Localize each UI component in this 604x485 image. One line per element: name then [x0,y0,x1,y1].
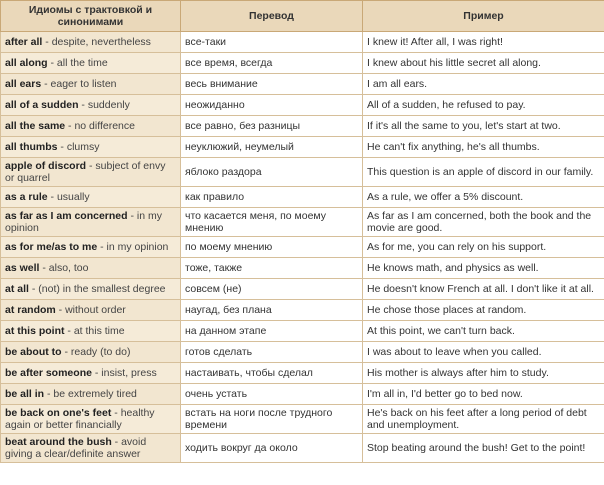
table-row [1,405,604,434]
translation-cell: все время, всегда [181,53,363,74]
translation-cell: тоже, также [181,258,363,279]
table-row [1,342,604,363]
idiom-term: be about to [5,346,62,358]
translation-cell: весь внимание [181,74,363,95]
translation-cell: на данном этапе [181,321,363,342]
idiom-term: beat around the bush [5,436,112,448]
idiom-gloss: - subject of envy or quarrel [5,160,166,184]
table-row [1,53,604,74]
idiom-gloss: - in my opinion [5,210,162,234]
idiom-gloss: - eager to listen [41,78,117,90]
example-cell: As a rule, we offer a 5% discount. [363,187,604,208]
example-cell: All of a sudden, he refused to pay. [363,95,604,116]
idiom-term: after all [5,36,43,48]
example-cell: I knew about his little secret all along. [363,53,604,74]
table-row [1,187,604,208]
example-cell: Stop beating around the bush! Get to the point! [363,434,604,463]
table-row [1,116,604,137]
idiom-gloss: - no difference [65,120,135,132]
idiom-term: all ears [5,78,42,90]
table-row [1,384,604,405]
table-row [1,208,604,237]
idiom-term: as well [5,262,40,274]
idiom-cell [1,384,181,405]
table-row [1,158,604,187]
idiom-gloss: - also, too [39,262,89,274]
translation-cell: яблоко раздора [181,158,363,187]
table-row [1,279,604,300]
idiom-term: as a rule [5,191,48,203]
translation-cell: совсем (не) [181,279,363,300]
example-cell: He can't fix anything, he's all thumbs. [363,137,604,158]
example-cell: As far as I am concerned, both the book and the movie are good. [363,208,604,237]
idiom-cell [1,116,181,137]
idiom-cell [1,405,181,434]
idiom-term: at this point [5,325,65,337]
idiom-cell [1,342,181,363]
example-cell: I'm all in, I'd better go to bed now. [363,384,604,405]
idiom-gloss: - be extremely tired [44,388,137,400]
translation-cell: готов сделать [181,342,363,363]
idiom-term: apple of discord [5,160,87,172]
idiom-term: as for me/as to me [5,241,98,253]
idiom-cell [1,300,181,321]
example-cell: He knows math, and physics as well. [363,258,604,279]
idiom-gloss: - in my opinion [97,241,169,253]
translation-cell: настаивать, чтобы сделал [181,363,363,384]
example-cell: He chose those places at random. [363,300,604,321]
example-cell: I knew it! After all, I was right! [363,32,604,53]
idiom-gloss: - clumsy [57,141,100,153]
idiom-cell [1,187,181,208]
table-row [1,137,604,158]
idiom-cell [1,321,181,342]
translation-cell: ходить вокруг да около [181,434,363,463]
idiom-gloss: - all the time [47,57,108,69]
idiom-cell [1,237,181,258]
idiom-term: be all in [5,388,45,400]
table-row [1,300,604,321]
example-cell: I was about to leave when you called. [363,342,604,363]
example-cell: I am all ears. [363,74,604,95]
idiom-term: as far as I am concerned [5,210,128,222]
idiom-gloss: - usually [47,191,90,203]
example-cell: This question is an apple of discord in our family. [363,158,604,187]
translation-cell: очень устать [181,384,363,405]
idiom-gloss: - despite, nevertheless [42,36,151,48]
example-cell: As for me, you can rely on his support. [363,237,604,258]
header-example: Пример [363,1,604,32]
idiom-term: all of a sudden [5,99,79,111]
table-row [1,321,604,342]
translation-cell: наугад, без плана [181,300,363,321]
translation-cell: все-таки [181,32,363,53]
idiom-cell [1,279,181,300]
idiom-gloss: - (not) in the smallest degree [28,283,166,295]
translation-cell: все равно, без разницы [181,116,363,137]
idiom-term: all along [5,57,48,69]
idiom-gloss: - at this time [64,325,125,337]
idiom-gloss: - without order [55,304,126,316]
example-cell: He doesn't know French at all. I don't like it at all. [363,279,604,300]
table-row [1,95,604,116]
idiom-gloss: - suddenly [78,99,130,111]
example-cell: If it's all the same to you, let's start at two. [363,116,604,137]
idiom-cell [1,95,181,116]
header-row [1,1,604,32]
idiom-cell [1,258,181,279]
idiom-cell [1,363,181,384]
idiom-gloss: - healthy again or better financially [5,407,155,431]
table-body [1,32,604,463]
table-row [1,434,604,463]
header-idioms: Идиомы с трактовкой и синонимами [1,1,181,32]
idiom-term: all the same [5,120,66,132]
idiom-cell [1,434,181,463]
example-cell: At this point, we can't turn back. [363,321,604,342]
idiom-cell [1,53,181,74]
table-row [1,237,604,258]
translation-cell: неожиданно [181,95,363,116]
idiom-term: at all [5,283,29,295]
table-row [1,363,604,384]
idiom-cell [1,74,181,95]
table-row [1,258,604,279]
idiom-cell [1,137,181,158]
translation-cell: встать на ноги после трудного времени [181,405,363,434]
example-cell: He's back on his feet after a long period of debt and unemployment. [363,405,604,434]
idiom-term: all thumbs [5,141,58,153]
translation-cell: как правило [181,187,363,208]
idiom-gloss: - insist, press [91,367,157,379]
table-row [1,32,604,53]
idiom-gloss: - avoid giving a clear/definite answer [5,436,147,460]
idiom-cell [1,208,181,237]
idiom-term: be after someone [5,367,92,379]
idiom-cell [1,32,181,53]
translation-cell: неуклюжий, неумелый [181,137,363,158]
table-row [1,74,604,95]
translation-cell: по моему мнению [181,237,363,258]
idiom-term: at random [5,304,56,316]
idiom-gloss: - ready (to do) [61,346,131,358]
example-cell: His mother is always after him to study. [363,363,604,384]
translation-cell: что касается меня, по моему мнению [181,208,363,237]
header-translation: Перевод [181,1,363,32]
idiom-cell [1,158,181,187]
idiom-term: be back on one's feet [5,407,112,419]
